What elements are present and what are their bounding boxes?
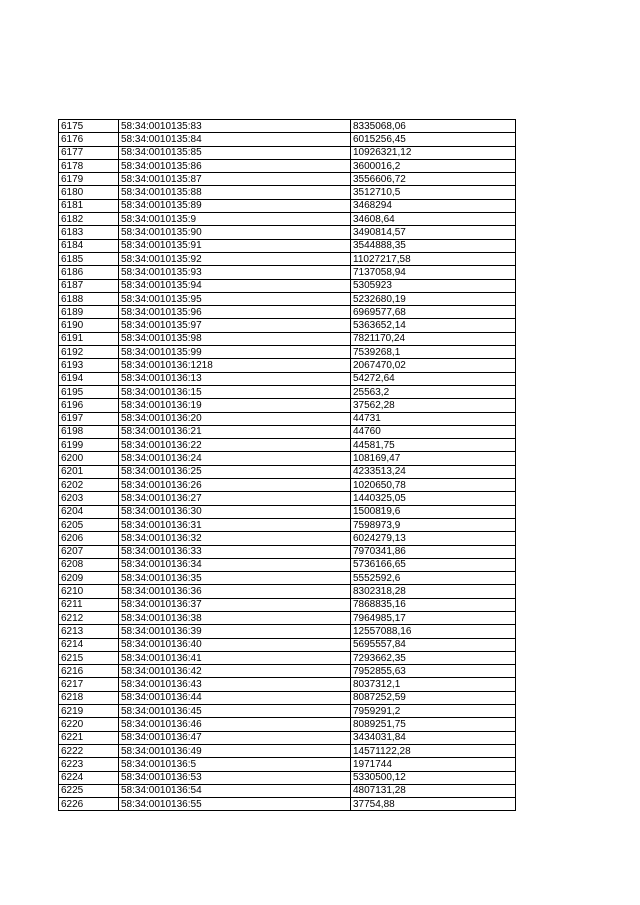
row-number-cell: 6192	[59, 346, 119, 359]
table-row	[59, 306, 516, 319]
cadastral-number-cell: 58:34:0010136:13	[119, 372, 351, 385]
row-number-cell: 6187	[59, 279, 119, 292]
cadastral-number-cell: 58:34:0010136:38	[119, 611, 351, 624]
cadastral-number-cell: 58:34:0010136:25	[119, 465, 351, 478]
table-row	[59, 159, 516, 172]
value-cell: 3600016,2	[351, 159, 516, 172]
table-row	[59, 346, 516, 359]
table-row	[59, 518, 516, 531]
value-cell: 8089251,75	[351, 718, 516, 731]
value-cell: 3468294	[351, 199, 516, 212]
value-cell: 37562,28	[351, 399, 516, 412]
value-cell: 5736166,65	[351, 558, 516, 571]
value-cell: 4233513,24	[351, 465, 516, 478]
table-row	[59, 146, 516, 159]
value-cell: 44731	[351, 412, 516, 425]
table-row	[59, 133, 516, 146]
cadastral-number-cell: 58:34:0010136:26	[119, 479, 351, 492]
table-row	[59, 625, 516, 638]
row-number-cell: 6194	[59, 372, 119, 385]
value-cell: 44581,75	[351, 439, 516, 452]
row-number-cell: 6178	[59, 159, 119, 172]
row-number-cell: 6176	[59, 133, 119, 146]
table-row	[59, 226, 516, 239]
table-row	[59, 705, 516, 718]
document-page	[58, 119, 515, 811]
row-number-cell: 6204	[59, 505, 119, 518]
value-cell: 3512710,5	[351, 186, 516, 199]
cadastral-number-cell: 58:34:0010136:43	[119, 678, 351, 691]
table-row	[59, 252, 516, 265]
value-cell: 3556606,72	[351, 173, 516, 186]
value-cell: 5363652,14	[351, 319, 516, 332]
cadastral-number-cell: 58:34:0010135:84	[119, 133, 351, 146]
table-row	[59, 213, 516, 226]
row-number-cell: 6218	[59, 691, 119, 704]
value-cell: 7970341,86	[351, 545, 516, 558]
table-row	[59, 585, 516, 598]
table-row	[59, 545, 516, 558]
table-row	[59, 598, 516, 611]
row-number-cell: 6196	[59, 399, 119, 412]
table-row	[59, 266, 516, 279]
cadastral-number-cell: 58:34:0010135:83	[119, 120, 351, 133]
table-row	[59, 758, 516, 771]
row-number-cell: 6200	[59, 452, 119, 465]
value-cell: 6969577,68	[351, 306, 516, 319]
value-cell: 6015256,45	[351, 133, 516, 146]
table-row	[59, 199, 516, 212]
row-number-cell: 6223	[59, 758, 119, 771]
cadastral-number-cell: 58:34:0010135:92	[119, 252, 351, 265]
row-number-cell: 6210	[59, 585, 119, 598]
cadastral-number-cell: 58:34:0010135:90	[119, 226, 351, 239]
row-number-cell: 6188	[59, 292, 119, 305]
row-number-cell: 6219	[59, 705, 119, 718]
row-number-cell: 6180	[59, 186, 119, 199]
row-number-cell: 6203	[59, 492, 119, 505]
table-row	[59, 372, 516, 385]
value-cell: 7598973,9	[351, 518, 516, 531]
row-number-cell: 6224	[59, 771, 119, 784]
table-row	[59, 173, 516, 186]
row-number-cell: 6222	[59, 744, 119, 757]
table-row	[59, 412, 516, 425]
row-number-cell: 6205	[59, 518, 119, 531]
cadastral-number-cell: 58:34:0010136:41	[119, 651, 351, 664]
value-cell: 25563,2	[351, 385, 516, 398]
value-cell: 1971744	[351, 758, 516, 771]
value-cell: 44760	[351, 425, 516, 438]
cadastral-number-cell: 58:34:0010136:47	[119, 731, 351, 744]
cadastral-number-cell: 58:34:0010136:55	[119, 798, 351, 811]
value-cell: 37754,88	[351, 798, 516, 811]
cadastral-number-cell: 58:34:0010135:85	[119, 146, 351, 159]
table-row	[59, 399, 516, 412]
value-cell: 7821170,24	[351, 332, 516, 345]
cadastral-number-cell: 58:34:0010135:93	[119, 266, 351, 279]
table-row	[59, 651, 516, 664]
table-row	[59, 784, 516, 797]
cadastral-number-cell: 58:34:0010136:30	[119, 505, 351, 518]
row-number-cell: 6179	[59, 173, 119, 186]
value-cell: 8302318,28	[351, 585, 516, 598]
cadastral-number-cell: 58:34:0010136:5	[119, 758, 351, 771]
cadastral-number-cell: 58:34:0010136:39	[119, 625, 351, 638]
row-number-cell: 6217	[59, 678, 119, 691]
row-number-cell: 6184	[59, 239, 119, 252]
cadastral-number-cell: 58:34:0010136:42	[119, 665, 351, 678]
table-row	[59, 359, 516, 372]
row-number-cell: 6175	[59, 120, 119, 133]
value-cell: 34608,64	[351, 213, 516, 226]
cadastral-number-cell: 58:34:0010136:27	[119, 492, 351, 505]
row-number-cell: 6177	[59, 146, 119, 159]
row-number-cell: 6212	[59, 611, 119, 624]
cadastral-number-cell: 58:34:0010135:94	[119, 279, 351, 292]
row-number-cell: 6206	[59, 532, 119, 545]
row-number-cell: 6193	[59, 359, 119, 372]
table-row	[59, 439, 516, 452]
cadastral-number-cell: 58:34:0010135:95	[119, 292, 351, 305]
row-number-cell: 6198	[59, 425, 119, 438]
cadastral-number-cell: 58:34:0010135:96	[119, 306, 351, 319]
cadastral-number-cell: 58:34:0010135:89	[119, 199, 351, 212]
cadastral-number-cell: 58:34:0010136:37	[119, 598, 351, 611]
cadastral-number-cell: 58:34:0010136:31	[119, 518, 351, 531]
row-number-cell: 6225	[59, 784, 119, 797]
value-cell: 14571122,28	[351, 744, 516, 757]
row-number-cell: 6190	[59, 319, 119, 332]
value-cell: 1020650,78	[351, 479, 516, 492]
row-number-cell: 6226	[59, 798, 119, 811]
row-number-cell: 6189	[59, 306, 119, 319]
cadastral-number-cell: 58:34:0010136:21	[119, 425, 351, 438]
value-cell: 10926321,12	[351, 146, 516, 159]
table-row	[59, 771, 516, 784]
cadastral-number-cell: 58:34:0010136:1218	[119, 359, 351, 372]
table-row	[59, 186, 516, 199]
value-cell: 7137058,94	[351, 266, 516, 279]
table-row	[59, 279, 516, 292]
row-number-cell: 6185	[59, 252, 119, 265]
row-number-cell: 6191	[59, 332, 119, 345]
table-row	[59, 319, 516, 332]
table-row	[59, 505, 516, 518]
value-cell: 8087252,59	[351, 691, 516, 704]
table-row	[59, 239, 516, 252]
value-cell: 7964985,17	[351, 611, 516, 624]
value-cell: 8037312,1	[351, 678, 516, 691]
row-number-cell: 6208	[59, 558, 119, 571]
cadastral-number-cell: 58:34:0010136:33	[119, 545, 351, 558]
value-cell: 54272,64	[351, 372, 516, 385]
cadastral-number-cell: 58:34:0010136:44	[119, 691, 351, 704]
value-cell: 1500819,6	[351, 505, 516, 518]
table-row	[59, 611, 516, 624]
row-number-cell: 6213	[59, 625, 119, 638]
value-cell: 3544888,35	[351, 239, 516, 252]
cadastral-number-cell: 58:34:0010136:40	[119, 638, 351, 651]
row-number-cell: 6181	[59, 199, 119, 212]
row-number-cell: 6214	[59, 638, 119, 651]
table-row	[59, 665, 516, 678]
value-cell: 5695557,84	[351, 638, 516, 651]
cadastral-number-cell: 58:34:0010136:15	[119, 385, 351, 398]
cadastral-number-cell: 58:34:0010136:53	[119, 771, 351, 784]
table-row	[59, 425, 516, 438]
cadastral-number-cell: 58:34:0010136:36	[119, 585, 351, 598]
row-number-cell: 6207	[59, 545, 119, 558]
value-cell: 5232680,19	[351, 292, 516, 305]
table-row	[59, 385, 516, 398]
row-number-cell: 6202	[59, 479, 119, 492]
row-number-cell: 6209	[59, 572, 119, 585]
value-cell: 7959291,2	[351, 705, 516, 718]
value-cell: 108169,47	[351, 452, 516, 465]
table-row	[59, 120, 516, 133]
cadastral-number-cell: 58:34:0010136:49	[119, 744, 351, 757]
value-cell: 11027217,58	[351, 252, 516, 265]
table-row	[59, 744, 516, 757]
row-number-cell: 6215	[59, 651, 119, 664]
value-cell: 7952855,63	[351, 665, 516, 678]
value-cell: 1440325,05	[351, 492, 516, 505]
row-number-cell: 6199	[59, 439, 119, 452]
table-row	[59, 492, 516, 505]
table-row	[59, 452, 516, 465]
value-cell: 8335068,06	[351, 120, 516, 133]
cadastral-number-cell: 58:34:0010136:32	[119, 532, 351, 545]
cadastral-number-cell: 58:34:0010136:45	[119, 705, 351, 718]
table-row	[59, 558, 516, 571]
row-number-cell: 6211	[59, 598, 119, 611]
cadastral-number-cell: 58:34:0010135:86	[119, 159, 351, 172]
cadastral-number-cell: 58:34:0010135:97	[119, 319, 351, 332]
value-cell: 2067470,02	[351, 359, 516, 372]
row-number-cell: 6197	[59, 412, 119, 425]
table-row	[59, 678, 516, 691]
cadastral-number-cell: 58:34:0010135:91	[119, 239, 351, 252]
cadastral-number-cell: 58:34:0010136:19	[119, 399, 351, 412]
value-cell: 3490814,57	[351, 226, 516, 239]
cadastral-number-cell: 58:34:0010135:9	[119, 213, 351, 226]
cadastral-number-cell: 58:34:0010136:22	[119, 439, 351, 452]
table-row	[59, 292, 516, 305]
cadastral-number-cell: 58:34:0010136:24	[119, 452, 351, 465]
value-cell: 7293662,35	[351, 651, 516, 664]
row-number-cell: 6182	[59, 213, 119, 226]
value-cell: 6024279,13	[351, 532, 516, 545]
cadastral-number-cell: 58:34:0010136:34	[119, 558, 351, 571]
row-number-cell: 6201	[59, 465, 119, 478]
cadastral-number-cell: 58:34:0010136:46	[119, 718, 351, 731]
table-row	[59, 572, 516, 585]
value-cell: 7539268,1	[351, 346, 516, 359]
cadastral-number-cell: 58:34:0010135:99	[119, 346, 351, 359]
value-cell: 5330500,12	[351, 771, 516, 784]
cadastral-number-cell: 58:34:0010136:54	[119, 784, 351, 797]
table-row	[59, 532, 516, 545]
table-row	[59, 691, 516, 704]
value-cell: 12557088,16	[351, 625, 516, 638]
table-row	[59, 465, 516, 478]
row-number-cell: 6186	[59, 266, 119, 279]
cadastral-value-table	[58, 119, 516, 811]
table-row	[59, 731, 516, 744]
cadastral-number-cell: 58:34:0010135:87	[119, 173, 351, 186]
value-cell: 5552592,6	[351, 572, 516, 585]
value-cell: 5305923	[351, 279, 516, 292]
table-row	[59, 479, 516, 492]
row-number-cell: 6221	[59, 731, 119, 744]
value-cell: 3434031,84	[351, 731, 516, 744]
value-cell: 7868835,16	[351, 598, 516, 611]
row-number-cell: 6220	[59, 718, 119, 731]
cadastral-number-cell: 58:34:0010136:20	[119, 412, 351, 425]
row-number-cell: 6216	[59, 665, 119, 678]
cadastral-number-cell: 58:34:0010135:98	[119, 332, 351, 345]
cadastral-number-cell: 58:34:0010135:88	[119, 186, 351, 199]
table-row	[59, 332, 516, 345]
table-row	[59, 718, 516, 731]
table-body	[59, 120, 516, 811]
table-row	[59, 798, 516, 811]
value-cell: 4807131,28	[351, 784, 516, 797]
table-row	[59, 638, 516, 651]
row-number-cell: 6183	[59, 226, 119, 239]
row-number-cell: 6195	[59, 385, 119, 398]
cadastral-number-cell: 58:34:0010136:35	[119, 572, 351, 585]
